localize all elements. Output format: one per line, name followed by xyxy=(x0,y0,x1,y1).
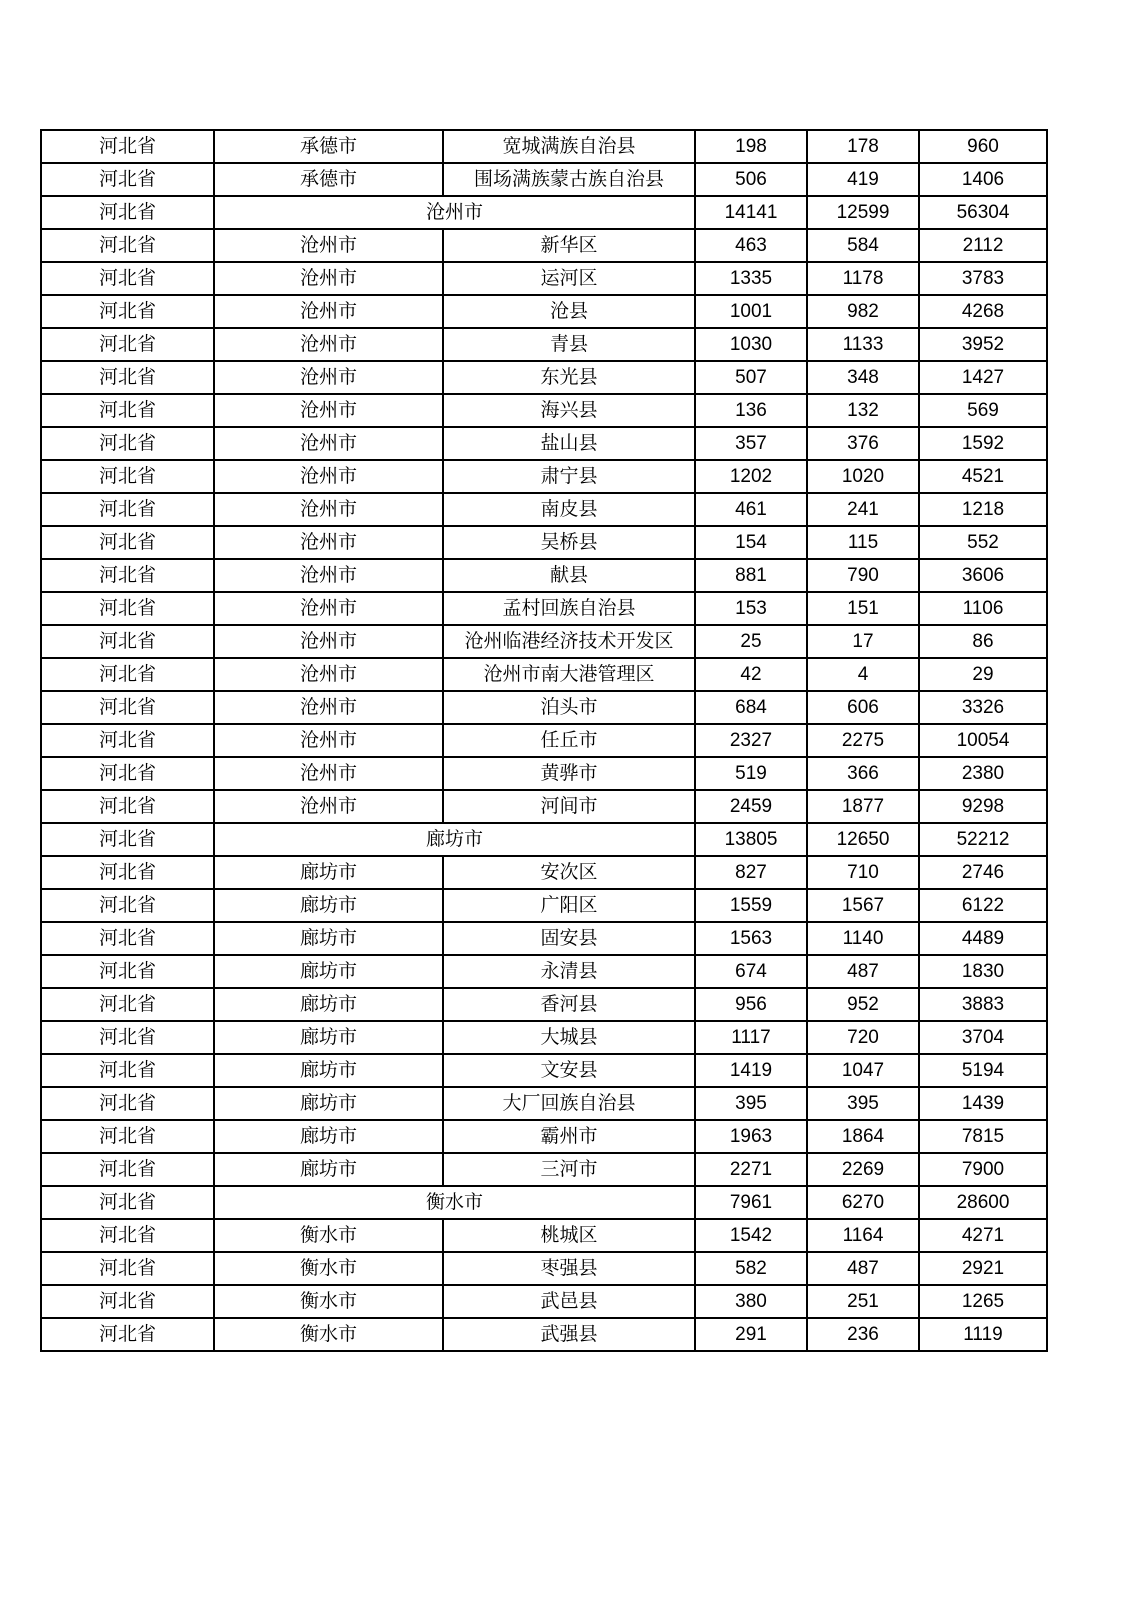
value-cell-2: 1164 xyxy=(807,1219,919,1252)
city-cell: 廊坊市 xyxy=(214,1120,443,1153)
city-subtotal-cell: 衡水市 xyxy=(214,1186,695,1219)
county-cell: 孟村回族自治县 xyxy=(443,592,695,625)
value-cell-3: 3704 xyxy=(919,1021,1047,1054)
value-cell-3: 1427 xyxy=(919,361,1047,394)
table-row xyxy=(41,889,1047,922)
county-cell: 武邑县 xyxy=(443,1285,695,1318)
province-cell: 河北省 xyxy=(41,163,214,196)
city-cell: 承德市 xyxy=(214,130,443,163)
county-cell: 霸州市 xyxy=(443,1120,695,1153)
value-cell-3: 9298 xyxy=(919,790,1047,823)
province-cell: 河北省 xyxy=(41,493,214,526)
county-cell: 吴桥县 xyxy=(443,526,695,559)
value-cell-1: 1030 xyxy=(695,328,807,361)
value-cell-2: 376 xyxy=(807,427,919,460)
value-cell-1: 463 xyxy=(695,229,807,262)
value-cell-1: 827 xyxy=(695,856,807,889)
value-cell-2: 606 xyxy=(807,691,919,724)
city-subtotal-row xyxy=(41,823,1047,856)
table-row xyxy=(41,658,1047,691)
value-cell-3: 3783 xyxy=(919,262,1047,295)
value-cell-2: 178 xyxy=(807,130,919,163)
city-cell: 沧州市 xyxy=(214,328,443,361)
value-cell-2: 115 xyxy=(807,526,919,559)
value-cell-2: 1178 xyxy=(807,262,919,295)
value-cell-2: 2275 xyxy=(807,724,919,757)
value-cell-3: 1830 xyxy=(919,955,1047,988)
county-cell: 大厂回族自治县 xyxy=(443,1087,695,1120)
city-cell: 衡水市 xyxy=(214,1318,443,1351)
city-cell: 沧州市 xyxy=(214,460,443,493)
value-cell-2: 720 xyxy=(807,1021,919,1054)
province-cell: 河北省 xyxy=(41,427,214,460)
province-cell: 河北省 xyxy=(41,361,214,394)
table-row xyxy=(41,625,1047,658)
value-cell-1: 507 xyxy=(695,361,807,394)
province-cell: 河北省 xyxy=(41,1318,214,1351)
province-cell: 河北省 xyxy=(41,790,214,823)
value-cell-1: 1419 xyxy=(695,1054,807,1087)
value-cell-2: 4 xyxy=(807,658,919,691)
county-cell: 青县 xyxy=(443,328,695,361)
province-cell: 河北省 xyxy=(41,1219,214,1252)
table-row xyxy=(41,295,1047,328)
table-row xyxy=(41,790,1047,823)
value-cell-1: 13805 xyxy=(695,823,807,856)
value-cell-3: 28600 xyxy=(919,1186,1047,1219)
value-cell-1: 136 xyxy=(695,394,807,427)
province-cell: 河北省 xyxy=(41,1285,214,1318)
province-cell: 河北省 xyxy=(41,1120,214,1153)
province-cell: 河北省 xyxy=(41,1153,214,1186)
city-cell: 沧州市 xyxy=(214,790,443,823)
province-cell: 河北省 xyxy=(41,130,214,163)
value-cell-1: 1117 xyxy=(695,1021,807,1054)
value-cell-1: 357 xyxy=(695,427,807,460)
city-cell: 廊坊市 xyxy=(214,988,443,1021)
value-cell-3: 2112 xyxy=(919,229,1047,262)
value-cell-3: 3326 xyxy=(919,691,1047,724)
value-cell-1: 153 xyxy=(695,592,807,625)
value-cell-3: 86 xyxy=(919,625,1047,658)
value-cell-1: 1335 xyxy=(695,262,807,295)
city-cell: 沧州市 xyxy=(214,427,443,460)
county-cell: 沧州市南大港管理区 xyxy=(443,658,695,691)
table-row xyxy=(41,229,1047,262)
city-cell: 沧州市 xyxy=(214,559,443,592)
value-cell-3: 1265 xyxy=(919,1285,1047,1318)
table-row xyxy=(41,361,1047,394)
table-row xyxy=(41,394,1047,427)
county-cell: 围场满族蒙古族自治县 xyxy=(443,163,695,196)
value-cell-3: 1439 xyxy=(919,1087,1047,1120)
table-row xyxy=(41,130,1047,163)
value-cell-2: 1567 xyxy=(807,889,919,922)
city-cell: 沧州市 xyxy=(214,757,443,790)
city-cell: 沧州市 xyxy=(214,262,443,295)
city-cell: 沧州市 xyxy=(214,493,443,526)
value-cell-1: 1563 xyxy=(695,922,807,955)
city-subtotal-row xyxy=(41,1186,1047,1219)
value-cell-1: 2327 xyxy=(695,724,807,757)
table-row xyxy=(41,757,1047,790)
county-cell: 沧州临港经济技术开发区 xyxy=(443,625,695,658)
city-cell: 衡水市 xyxy=(214,1285,443,1318)
city-subtotal-cell: 廊坊市 xyxy=(214,823,695,856)
value-cell-2: 12599 xyxy=(807,196,919,229)
county-cell: 三河市 xyxy=(443,1153,695,1186)
city-cell: 廊坊市 xyxy=(214,955,443,988)
table-row xyxy=(41,988,1047,1021)
value-cell-1: 684 xyxy=(695,691,807,724)
value-cell-1: 881 xyxy=(695,559,807,592)
province-cell: 河北省 xyxy=(41,526,214,559)
province-cell: 河北省 xyxy=(41,856,214,889)
value-cell-3: 3606 xyxy=(919,559,1047,592)
table-row xyxy=(41,328,1047,361)
value-cell-1: 42 xyxy=(695,658,807,691)
county-cell: 沧县 xyxy=(443,295,695,328)
county-cell: 新华区 xyxy=(443,229,695,262)
value-cell-3: 7815 xyxy=(919,1120,1047,1153)
table-row xyxy=(41,1252,1047,1285)
county-cell: 河间市 xyxy=(443,790,695,823)
table-row xyxy=(41,163,1047,196)
province-cell: 河北省 xyxy=(41,1021,214,1054)
value-cell-2: 790 xyxy=(807,559,919,592)
value-cell-2: 982 xyxy=(807,295,919,328)
county-cell: 文安县 xyxy=(443,1054,695,1087)
value-cell-1: 461 xyxy=(695,493,807,526)
county-cell: 枣强县 xyxy=(443,1252,695,1285)
city-cell: 沧州市 xyxy=(214,394,443,427)
table-body xyxy=(41,130,1047,1351)
value-cell-1: 7961 xyxy=(695,1186,807,1219)
city-cell: 廊坊市 xyxy=(214,1087,443,1120)
province-cell: 河北省 xyxy=(41,658,214,691)
province-cell: 河北省 xyxy=(41,757,214,790)
city-cell: 廊坊市 xyxy=(214,889,443,922)
province-cell: 河北省 xyxy=(41,625,214,658)
province-cell: 河北省 xyxy=(41,955,214,988)
province-cell: 河北省 xyxy=(41,691,214,724)
county-cell: 泊头市 xyxy=(443,691,695,724)
province-cell: 河北省 xyxy=(41,1252,214,1285)
value-cell-3: 4271 xyxy=(919,1219,1047,1252)
value-cell-2: 487 xyxy=(807,1252,919,1285)
province-cell: 河北省 xyxy=(41,460,214,493)
value-cell-1: 506 xyxy=(695,163,807,196)
value-cell-3: 1119 xyxy=(919,1318,1047,1351)
county-cell: 运河区 xyxy=(443,262,695,295)
table-row xyxy=(41,1153,1047,1186)
county-cell: 安次区 xyxy=(443,856,695,889)
county-cell: 永清县 xyxy=(443,955,695,988)
city-cell: 沧州市 xyxy=(214,658,443,691)
statistics-table xyxy=(40,129,1048,1352)
city-cell: 廊坊市 xyxy=(214,1153,443,1186)
province-cell: 河北省 xyxy=(41,889,214,922)
province-cell: 河北省 xyxy=(41,196,214,229)
table-row xyxy=(41,592,1047,625)
value-cell-3: 552 xyxy=(919,526,1047,559)
city-cell: 廊坊市 xyxy=(214,1021,443,1054)
value-cell-3: 29 xyxy=(919,658,1047,691)
city-cell: 衡水市 xyxy=(214,1219,443,1252)
value-cell-3: 7900 xyxy=(919,1153,1047,1186)
value-cell-1: 1001 xyxy=(695,295,807,328)
value-cell-1: 2271 xyxy=(695,1153,807,1186)
province-cell: 河北省 xyxy=(41,1186,214,1219)
city-cell: 沧州市 xyxy=(214,229,443,262)
value-cell-3: 56304 xyxy=(919,196,1047,229)
value-cell-3: 2380 xyxy=(919,757,1047,790)
county-cell: 武强县 xyxy=(443,1318,695,1351)
value-cell-3: 4268 xyxy=(919,295,1047,328)
value-cell-2: 419 xyxy=(807,163,919,196)
city-subtotal-cell: 沧州市 xyxy=(214,196,695,229)
county-cell: 黄骅市 xyxy=(443,757,695,790)
county-cell: 海兴县 xyxy=(443,394,695,427)
value-cell-2: 17 xyxy=(807,625,919,658)
value-cell-2: 584 xyxy=(807,229,919,262)
city-cell: 承德市 xyxy=(214,163,443,196)
value-cell-3: 52212 xyxy=(919,823,1047,856)
city-cell: 沧州市 xyxy=(214,295,443,328)
value-cell-2: 395 xyxy=(807,1087,919,1120)
table-row xyxy=(41,526,1047,559)
table-row xyxy=(41,493,1047,526)
value-cell-1: 380 xyxy=(695,1285,807,1318)
value-cell-1: 25 xyxy=(695,625,807,658)
value-cell-2: 2269 xyxy=(807,1153,919,1186)
table-row xyxy=(41,922,1047,955)
county-cell: 广阳区 xyxy=(443,889,695,922)
province-cell: 河北省 xyxy=(41,1087,214,1120)
province-cell: 河北省 xyxy=(41,823,214,856)
city-cell: 衡水市 xyxy=(214,1252,443,1285)
value-cell-3: 4521 xyxy=(919,460,1047,493)
value-cell-1: 14141 xyxy=(695,196,807,229)
value-cell-3: 5194 xyxy=(919,1054,1047,1087)
city-cell: 沧州市 xyxy=(214,526,443,559)
province-cell: 河北省 xyxy=(41,988,214,1021)
table-row xyxy=(41,262,1047,295)
value-cell-2: 1047 xyxy=(807,1054,919,1087)
city-cell: 廊坊市 xyxy=(214,1054,443,1087)
value-cell-3: 6122 xyxy=(919,889,1047,922)
value-cell-1: 519 xyxy=(695,757,807,790)
county-cell: 宽城满族自治县 xyxy=(443,130,695,163)
value-cell-2: 1020 xyxy=(807,460,919,493)
value-cell-3: 1592 xyxy=(919,427,1047,460)
value-cell-2: 952 xyxy=(807,988,919,1021)
city-cell: 沧州市 xyxy=(214,625,443,658)
value-cell-2: 241 xyxy=(807,493,919,526)
value-cell-2: 251 xyxy=(807,1285,919,1318)
table-row xyxy=(41,1285,1047,1318)
province-cell: 河北省 xyxy=(41,262,214,295)
value-cell-1: 395 xyxy=(695,1087,807,1120)
value-cell-3: 2746 xyxy=(919,856,1047,889)
city-subtotal-row xyxy=(41,196,1047,229)
value-cell-2: 236 xyxy=(807,1318,919,1351)
city-cell: 沧州市 xyxy=(214,724,443,757)
value-cell-3: 10054 xyxy=(919,724,1047,757)
value-cell-3: 1406 xyxy=(919,163,1047,196)
city-cell: 沧州市 xyxy=(214,691,443,724)
table-row xyxy=(41,1219,1047,1252)
county-cell: 任丘市 xyxy=(443,724,695,757)
value-cell-3: 569 xyxy=(919,394,1047,427)
value-cell-2: 348 xyxy=(807,361,919,394)
value-cell-2: 1864 xyxy=(807,1120,919,1153)
value-cell-1: 2459 xyxy=(695,790,807,823)
value-cell-1: 154 xyxy=(695,526,807,559)
county-cell: 南皮县 xyxy=(443,493,695,526)
value-cell-2: 1133 xyxy=(807,328,919,361)
province-cell: 河北省 xyxy=(41,724,214,757)
county-cell: 香河县 xyxy=(443,988,695,1021)
province-cell: 河北省 xyxy=(41,394,214,427)
value-cell-3: 2921 xyxy=(919,1252,1047,1285)
county-cell: 盐山县 xyxy=(443,427,695,460)
value-cell-1: 956 xyxy=(695,988,807,1021)
city-cell: 沧州市 xyxy=(214,592,443,625)
county-cell: 桃城区 xyxy=(443,1219,695,1252)
value-cell-1: 291 xyxy=(695,1318,807,1351)
province-cell: 河北省 xyxy=(41,328,214,361)
value-cell-3: 3883 xyxy=(919,988,1047,1021)
province-cell: 河北省 xyxy=(41,559,214,592)
value-cell-2: 151 xyxy=(807,592,919,625)
county-cell: 献县 xyxy=(443,559,695,592)
table-row xyxy=(41,856,1047,889)
value-cell-2: 132 xyxy=(807,394,919,427)
province-cell: 河北省 xyxy=(41,229,214,262)
value-cell-3: 1218 xyxy=(919,493,1047,526)
table-row xyxy=(41,460,1047,493)
province-cell: 河北省 xyxy=(41,1054,214,1087)
table-row xyxy=(41,559,1047,592)
value-cell-3: 3952 xyxy=(919,328,1047,361)
value-cell-1: 1542 xyxy=(695,1219,807,1252)
value-cell-3: 1106 xyxy=(919,592,1047,625)
table-row xyxy=(41,724,1047,757)
city-cell: 廊坊市 xyxy=(214,922,443,955)
value-cell-3: 960 xyxy=(919,130,1047,163)
value-cell-3: 4489 xyxy=(919,922,1047,955)
county-cell: 固安县 xyxy=(443,922,695,955)
table-row xyxy=(41,955,1047,988)
table-row xyxy=(41,1054,1047,1087)
value-cell-1: 198 xyxy=(695,130,807,163)
city-cell: 沧州市 xyxy=(214,361,443,394)
county-cell: 肃宁县 xyxy=(443,460,695,493)
value-cell-1: 1963 xyxy=(695,1120,807,1153)
table-row xyxy=(41,1087,1047,1120)
value-cell-2: 1140 xyxy=(807,922,919,955)
table-row xyxy=(41,1021,1047,1054)
value-cell-2: 1877 xyxy=(807,790,919,823)
county-cell: 大城县 xyxy=(443,1021,695,1054)
province-cell: 河北省 xyxy=(41,922,214,955)
table-row xyxy=(41,1120,1047,1153)
county-cell: 东光县 xyxy=(443,361,695,394)
table-row xyxy=(41,427,1047,460)
value-cell-1: 1202 xyxy=(695,460,807,493)
province-cell: 河北省 xyxy=(41,592,214,625)
city-cell: 廊坊市 xyxy=(214,856,443,889)
value-cell-2: 487 xyxy=(807,955,919,988)
value-cell-2: 6270 xyxy=(807,1186,919,1219)
table-row xyxy=(41,1318,1047,1351)
value-cell-2: 12650 xyxy=(807,823,919,856)
value-cell-1: 582 xyxy=(695,1252,807,1285)
value-cell-2: 366 xyxy=(807,757,919,790)
table-row xyxy=(41,691,1047,724)
province-cell: 河北省 xyxy=(41,295,214,328)
value-cell-1: 1559 xyxy=(695,889,807,922)
value-cell-1: 674 xyxy=(695,955,807,988)
value-cell-2: 710 xyxy=(807,856,919,889)
